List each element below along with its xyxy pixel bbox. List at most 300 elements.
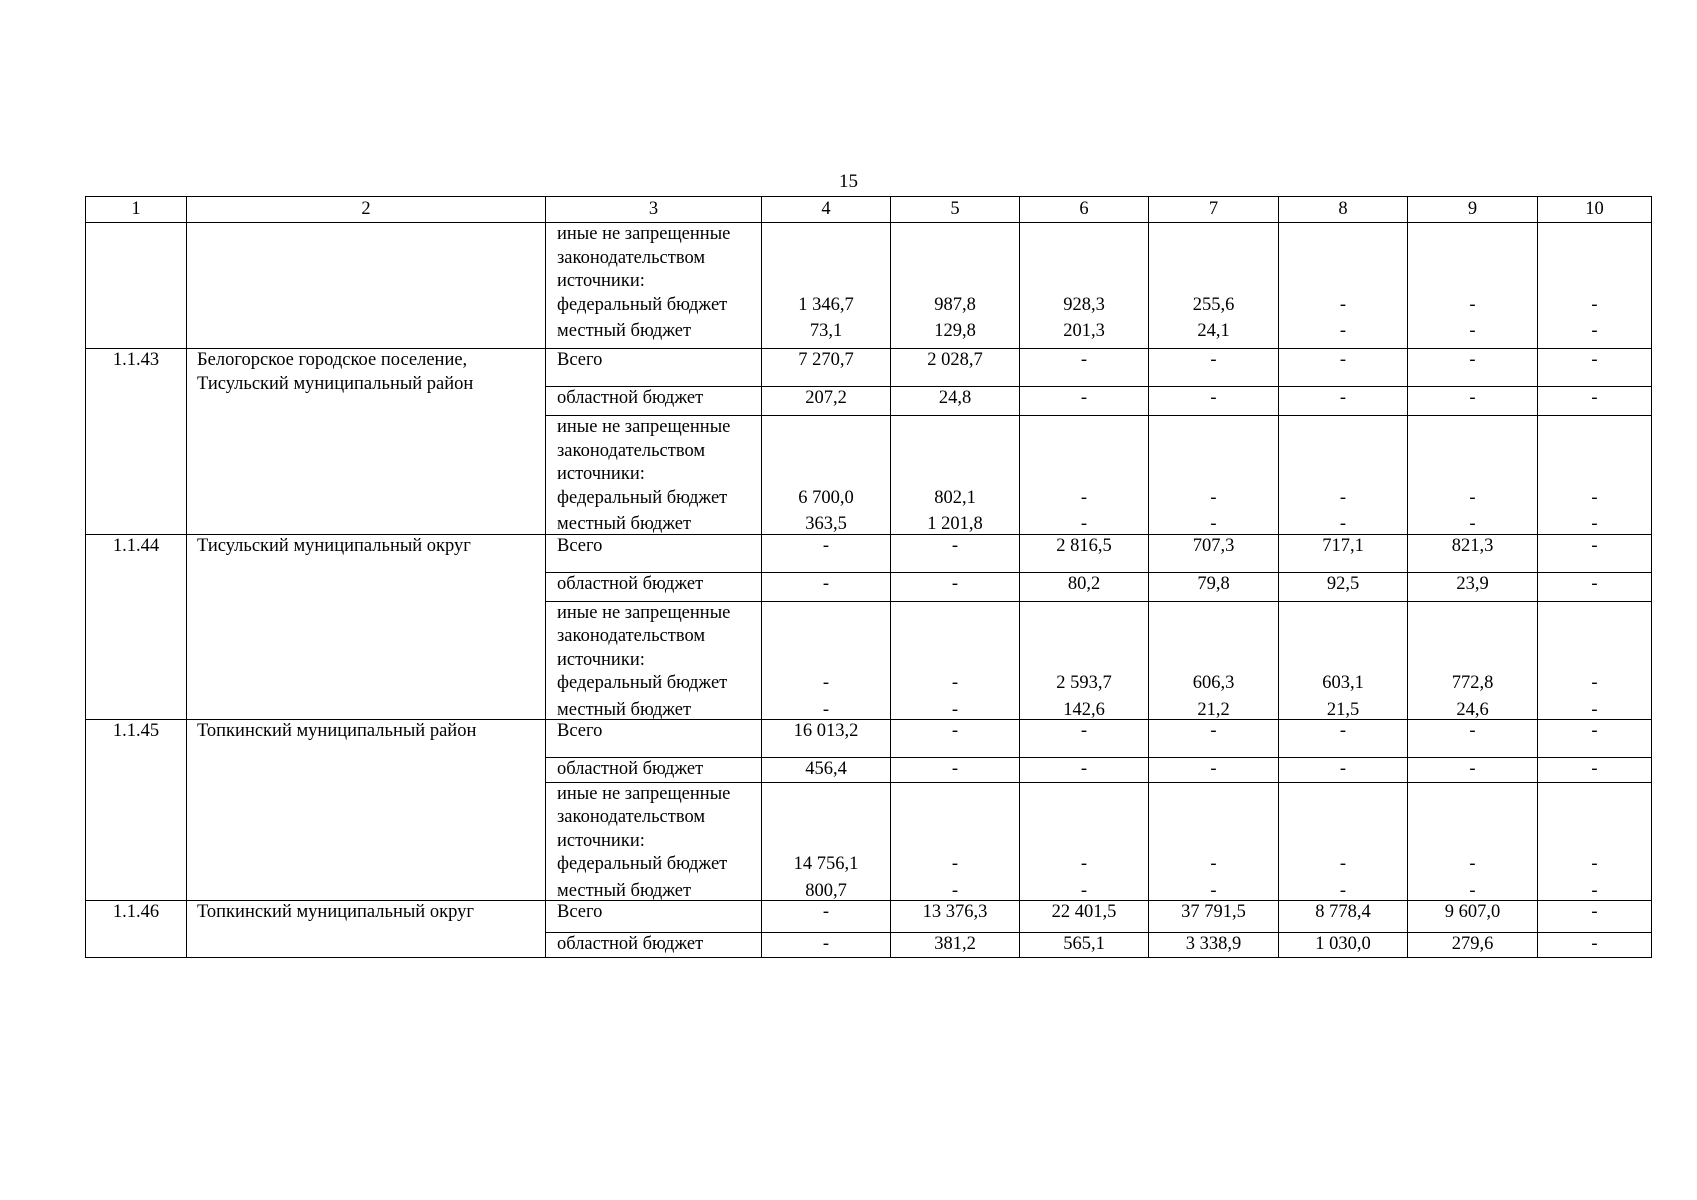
value: - <box>1339 294 1347 315</box>
column-number: 4 <box>762 197 891 223</box>
value-cell-col-4 <box>762 758 891 783</box>
funding-source-line: местный бюджет <box>557 514 692 534</box>
value <box>768 830 884 854</box>
value: 6 700,0 <box>798 487 854 508</box>
table-row <box>86 223 1652 349</box>
value <box>1414 783 1531 807</box>
value <box>1414 270 1531 294</box>
value-cell-col-7 <box>1149 534 1279 572</box>
value: 16 013,2 <box>793 721 859 741</box>
value <box>897 602 1013 626</box>
value: 2 028,7 <box>927 350 983 370</box>
value: 21,2 <box>1197 699 1230 720</box>
value-cell-col-7 <box>1149 601 1279 720</box>
value: - <box>1591 321 1598 341</box>
value: - <box>1080 350 1088 370</box>
value-cell-col-9 <box>1408 349 1538 387</box>
value-cell-col-4 <box>762 901 891 933</box>
funding-source-line: областной бюджет <box>557 388 704 408</box>
value-cell-col-9 <box>1408 782 1538 901</box>
value-cell-col-7 <box>1149 223 1279 349</box>
value: - <box>951 759 959 779</box>
value <box>1544 440 1645 464</box>
value-cell-col-4 <box>762 782 891 901</box>
value-cell-col-6 <box>1020 349 1149 387</box>
value <box>1026 783 1142 807</box>
value-cell-col-8 <box>1279 416 1408 535</box>
value <box>1155 440 1272 464</box>
column-number: 9 <box>1408 197 1538 223</box>
value <box>1285 602 1401 626</box>
value: 80,2 <box>1067 573 1101 594</box>
value: - <box>1591 294 1598 315</box>
value: - <box>1469 388 1476 408</box>
value: - <box>1591 721 1598 741</box>
value-cell-col-9 <box>1408 572 1538 601</box>
value <box>768 270 884 294</box>
value <box>1026 625 1142 649</box>
value: - <box>1339 487 1347 508</box>
value-cell-col-4 <box>762 572 891 601</box>
value-cell-col-10 <box>1538 720 1652 758</box>
value: - <box>1210 487 1217 508</box>
value-cell-col-4 <box>762 223 891 349</box>
value <box>897 223 1013 247</box>
value: - <box>1591 934 1598 954</box>
value-cell-col-5 <box>891 933 1020 958</box>
value <box>1414 223 1531 247</box>
value: - <box>1339 350 1347 370</box>
value: - <box>1591 388 1598 408</box>
value: 37 791,5 <box>1181 902 1246 922</box>
value: - <box>951 854 959 874</box>
value: - <box>951 880 959 901</box>
value: - <box>822 673 830 693</box>
value <box>1155 649 1272 673</box>
value: 1 201,8 <box>927 514 983 534</box>
value: - <box>1591 487 1598 508</box>
funding-source-line: федеральный бюджет <box>557 854 728 874</box>
value: - <box>822 573 830 594</box>
value <box>1155 270 1272 294</box>
value-cell-col-9 <box>1408 720 1538 758</box>
value-cell-col-4 <box>762 534 891 572</box>
column-number: 10 <box>1538 197 1652 223</box>
value-cell-col-10 <box>1538 534 1652 572</box>
value <box>897 649 1013 673</box>
funding-source-line: местный бюджет <box>557 699 692 720</box>
funding-source-line: областной бюджет <box>557 934 704 954</box>
value-cell-col-10 <box>1538 416 1652 535</box>
value <box>768 223 884 247</box>
value: - <box>1339 759 1347 779</box>
value-cell-col-7 <box>1149 572 1279 601</box>
value-cell-col-10 <box>1538 933 1652 958</box>
value-cell-col-6 <box>1020 758 1149 783</box>
budget-table <box>85 196 1652 958</box>
column-number-row <box>86 197 1652 223</box>
table-row <box>86 720 1652 758</box>
value: - <box>1080 388 1088 408</box>
funding-source <box>546 720 762 758</box>
value-cell-col-5 <box>891 387 1020 416</box>
value-cell-col-8 <box>1279 223 1408 349</box>
value-cell-col-5 <box>891 572 1020 601</box>
value-cell-col-10 <box>1538 782 1652 901</box>
funding-source <box>546 349 762 387</box>
value: 21,5 <box>1326 699 1360 720</box>
value-cell-col-9 <box>1408 387 1538 416</box>
value: 73,1 <box>809 321 843 341</box>
funding-source <box>546 758 762 783</box>
value: 207,2 <box>805 388 847 408</box>
value <box>897 416 1013 440</box>
value-cell-col-10 <box>1538 387 1652 416</box>
value <box>1285 270 1401 294</box>
value <box>1285 416 1401 440</box>
column-number: 3 <box>546 197 762 223</box>
value: - <box>1591 759 1598 779</box>
value: 987,8 <box>934 294 976 315</box>
funding-source <box>546 601 762 720</box>
value <box>768 806 884 830</box>
value <box>768 440 884 464</box>
value-cell-col-9 <box>1408 901 1538 933</box>
funding-source-line: областной бюджет <box>557 759 704 779</box>
value: - <box>1339 321 1347 341</box>
value-cell-col-7 <box>1149 782 1279 901</box>
value-cell-col-8 <box>1279 572 1408 601</box>
value: - <box>822 934 830 954</box>
value: - <box>822 535 830 556</box>
value <box>768 247 884 271</box>
value <box>1544 783 1645 807</box>
value-cell-col-9 <box>1408 601 1538 720</box>
value-cell-col-9 <box>1408 758 1538 783</box>
column-number: 5 <box>891 197 1020 223</box>
value: 565,1 <box>1063 934 1105 954</box>
item-code: 1.1.46 <box>86 901 187 958</box>
value: 802,1 <box>934 487 976 508</box>
value <box>897 830 1013 854</box>
value: 381,2 <box>934 934 976 954</box>
value-cell-col-4 <box>762 349 891 387</box>
funding-source-line: источники: <box>557 464 645 484</box>
value-cell-col-10 <box>1538 223 1652 349</box>
value: - <box>1591 880 1598 901</box>
value-cell-col-7 <box>1149 349 1279 387</box>
value: 23,9 <box>1456 573 1489 594</box>
funding-source-line: источники: <box>557 649 645 670</box>
value-cell-col-8 <box>1279 758 1408 783</box>
value-cell-col-5 <box>891 416 1020 535</box>
value: - <box>1591 535 1598 556</box>
value <box>1026 649 1142 673</box>
value: 3 338,9 <box>1185 934 1242 954</box>
value: 603,1 <box>1322 673 1364 693</box>
value <box>1026 247 1142 271</box>
value <box>1155 830 1272 854</box>
value: - <box>1210 388 1217 408</box>
value: 606,3 <box>1192 673 1235 693</box>
value-cell-col-8 <box>1279 349 1408 387</box>
value: 22 401,5 <box>1051 902 1117 922</box>
value: 8 778,4 <box>1315 902 1371 922</box>
value: - <box>1210 350 1217 370</box>
value: - <box>1339 854 1347 874</box>
value: - <box>1591 514 1598 534</box>
funding-source <box>546 534 762 572</box>
value-cell-col-6 <box>1020 901 1149 933</box>
value-cell-col-9 <box>1408 534 1538 572</box>
column-number: 6 <box>1020 197 1149 223</box>
value <box>1285 806 1401 830</box>
value <box>897 440 1013 464</box>
value-cell-col-5 <box>891 601 1020 720</box>
funding-source <box>546 782 762 901</box>
value: - <box>1469 321 1476 341</box>
value <box>1285 247 1401 271</box>
value-cell-col-5 <box>891 349 1020 387</box>
value <box>1285 783 1401 807</box>
value: - <box>1469 854 1476 874</box>
value <box>1285 649 1401 673</box>
value-cell-col-7 <box>1149 416 1279 535</box>
item-name <box>187 223 546 349</box>
funding-source-line: законодательством <box>557 440 706 461</box>
item-code: 1.1.44 <box>86 534 187 720</box>
value <box>1544 830 1645 854</box>
value-cell-col-10 <box>1538 572 1652 601</box>
value: 800,7 <box>805 880 847 901</box>
column-number: 8 <box>1279 197 1408 223</box>
value <box>1414 625 1531 649</box>
value: - <box>1469 880 1476 901</box>
table-row <box>86 901 1652 933</box>
value <box>1026 223 1142 247</box>
value <box>1414 463 1531 487</box>
value: - <box>951 573 959 594</box>
value-cell-col-10 <box>1538 901 1652 933</box>
value: 255,6 <box>1192 294 1235 315</box>
value-cell-col-8 <box>1279 601 1408 720</box>
value-cell-col-10 <box>1538 601 1652 720</box>
item-name: Тисульский муниципальный округ <box>187 534 546 720</box>
value-cell-col-7 <box>1149 387 1279 416</box>
value: 821,3 <box>1451 535 1494 556</box>
value: 9 607,0 <box>1444 902 1501 922</box>
value-cell-col-4 <box>762 416 891 535</box>
value <box>768 416 884 440</box>
value <box>1026 463 1142 487</box>
value <box>1026 416 1142 440</box>
value <box>897 270 1013 294</box>
value: - <box>1591 854 1598 874</box>
value: 279,6 <box>1451 934 1494 954</box>
value-cell-col-8 <box>1279 387 1408 416</box>
value-cell-col-10 <box>1538 758 1652 783</box>
value: - <box>1210 721 1217 741</box>
value-cell-col-7 <box>1149 901 1279 933</box>
funding-source-line: Всего <box>557 902 603 922</box>
value-cell-col-6 <box>1020 387 1149 416</box>
value-cell-col-5 <box>891 901 1020 933</box>
value <box>1026 806 1142 830</box>
value: 129,8 <box>934 321 976 341</box>
value: - <box>951 721 959 741</box>
value <box>1414 440 1531 464</box>
funding-source-line: законодательством <box>557 247 706 268</box>
column-number: 1 <box>86 197 187 223</box>
value-cell-col-6 <box>1020 933 1149 958</box>
value: 717,1 <box>1322 535 1364 556</box>
value-cell-col-6 <box>1020 782 1149 901</box>
funding-source <box>546 933 762 958</box>
value <box>1414 830 1531 854</box>
value-cell-col-6 <box>1020 223 1149 349</box>
value: - <box>1080 721 1088 741</box>
value-cell-col-5 <box>891 782 1020 901</box>
value <box>1414 806 1531 830</box>
item-name: Топкинский муниципальный район <box>187 720 546 901</box>
funding-source <box>546 387 762 416</box>
value-cell-col-10 <box>1538 349 1652 387</box>
value: - <box>951 535 959 556</box>
value: - <box>1210 854 1217 874</box>
value: - <box>1210 514 1217 534</box>
value <box>1285 463 1401 487</box>
value-cell-col-5 <box>891 223 1020 349</box>
item-code <box>86 223 187 349</box>
value <box>897 806 1013 830</box>
value <box>1414 649 1531 673</box>
value-cell-col-7 <box>1149 933 1279 958</box>
funding-source <box>546 416 762 535</box>
value: 201,3 <box>1063 321 1105 341</box>
value <box>1414 247 1531 271</box>
value: - <box>951 673 959 693</box>
value: - <box>1080 854 1088 874</box>
value <box>1414 416 1531 440</box>
funding-source-line: источники: <box>557 830 645 851</box>
value <box>1414 602 1531 626</box>
value <box>1544 463 1645 487</box>
value-cell-col-9 <box>1408 416 1538 535</box>
value <box>1026 602 1142 626</box>
funding-source-line: иные не запрещенные <box>557 417 731 437</box>
value <box>1155 783 1272 807</box>
value <box>1155 247 1272 271</box>
value: 142,6 <box>1063 699 1105 720</box>
value-cell-col-9 <box>1408 223 1538 349</box>
funding-source-line: местный бюджет <box>557 880 692 901</box>
value: - <box>1591 350 1598 370</box>
value <box>1544 649 1645 673</box>
value: 456,4 <box>805 759 847 779</box>
value-cell-col-4 <box>762 601 891 720</box>
value: - <box>1591 902 1598 922</box>
value-cell-col-8 <box>1279 901 1408 933</box>
funding-source-line: областной бюджет <box>557 573 704 594</box>
value <box>1544 223 1645 247</box>
value: 772,8 <box>1451 673 1494 693</box>
table-row <box>86 349 1652 387</box>
funding-source-line: Всего <box>557 721 603 741</box>
value: - <box>1080 487 1088 508</box>
funding-source-line: Всего <box>557 350 603 370</box>
value: - <box>1591 699 1598 720</box>
funding-source-line: иные не запрещенные <box>557 783 731 804</box>
value <box>1285 440 1401 464</box>
value <box>1544 625 1645 649</box>
value-cell-col-5 <box>891 534 1020 572</box>
value <box>1285 223 1401 247</box>
value <box>1155 463 1272 487</box>
value-cell-col-4 <box>762 933 891 958</box>
value <box>1155 416 1272 440</box>
value <box>1544 270 1645 294</box>
value: - <box>1469 294 1476 315</box>
column-number: 2 <box>187 197 546 223</box>
value-cell-col-8 <box>1279 720 1408 758</box>
item-name: Топкинский муниципальный округ <box>187 901 546 958</box>
value <box>897 783 1013 807</box>
value <box>768 783 884 807</box>
value: 1 030,0 <box>1315 934 1371 954</box>
value: 24,8 <box>938 388 972 408</box>
value-cell-col-6 <box>1020 720 1149 758</box>
value: - <box>1339 388 1347 408</box>
value: 24,1 <box>1197 321 1230 341</box>
table-row <box>86 534 1652 572</box>
value: - <box>1469 721 1476 741</box>
funding-source-line: иные не запрещенные <box>557 602 731 623</box>
value <box>1026 440 1142 464</box>
value: 24,6 <box>1456 699 1489 720</box>
value-cell-col-6 <box>1020 572 1149 601</box>
value-cell-col-7 <box>1149 758 1279 783</box>
value <box>1544 247 1645 271</box>
value: 14 756,1 <box>793 854 859 874</box>
value: - <box>951 699 959 720</box>
value <box>1155 806 1272 830</box>
value <box>1155 625 1272 649</box>
value <box>1285 830 1401 854</box>
value: 1 346,7 <box>798 294 854 315</box>
value: - <box>1469 350 1476 370</box>
value: - <box>1080 514 1088 534</box>
value: - <box>1469 487 1476 508</box>
value <box>897 247 1013 271</box>
value: 2 593,7 <box>1056 673 1112 693</box>
value-cell-col-8 <box>1279 534 1408 572</box>
funding-source <box>546 901 762 933</box>
value <box>1544 806 1645 830</box>
funding-source-line: федеральный бюджет <box>557 294 728 315</box>
funding-source <box>546 223 762 349</box>
funding-source-line: федеральный бюджет <box>557 673 728 693</box>
value-cell-col-9 <box>1408 933 1538 958</box>
value <box>1155 223 1272 247</box>
value-cell-col-8 <box>1279 782 1408 901</box>
value <box>897 625 1013 649</box>
value-cell-col-7 <box>1149 720 1279 758</box>
value: - <box>1080 880 1088 901</box>
value-cell-col-6 <box>1020 601 1149 720</box>
value-cell-col-4 <box>762 387 891 416</box>
value: - <box>1080 759 1088 779</box>
funding-source-line: федеральный бюджет <box>557 487 728 508</box>
